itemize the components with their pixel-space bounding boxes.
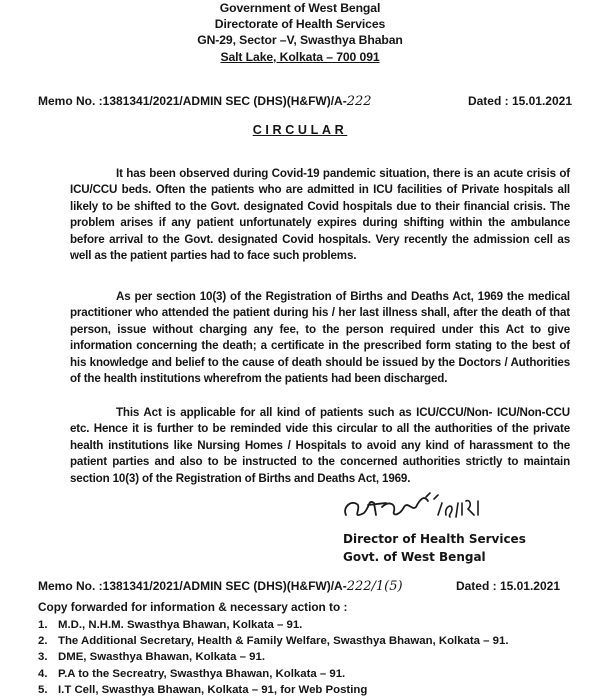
memo-handwritten-number-2: 222/1(5): [346, 579, 403, 594]
memo-date: Dated : 15.01.2021: [467, 94, 572, 108]
letterhead-address: GN-29, Sector –V, Swasthya Bhaban: [197, 33, 403, 48]
memo-line: [38, 94, 572, 109]
list-item: 3. DME, Swasthya Bhawan, Kolkata – 91.: [38, 651, 266, 664]
signature-scribble: [338, 489, 508, 525]
copy-forwarded-heading: Copy forwarded for information & necessary action to :: [38, 600, 348, 614]
memo-number-2: Memo No. :1381341/2021/ADMIN SEC (DHS)(H&FW)/A-222/1(5): [38, 579, 403, 594]
memo-number: Memo No. :1381341/2021/ADMIN SEC (DHS)(H&FW)/A-222: [38, 94, 372, 109]
letterhead-city: Salt Lake, Kolkata – 700 091: [220, 49, 380, 64]
signatory-org: Govt. of West Bengal: [343, 550, 486, 564]
memo-line-2: [38, 579, 560, 594]
letterhead-directorate: Directorate of Health Services: [214, 17, 386, 32]
list-item: 2. The Additional Secretary, Health & Family Welfare, Swasthya Bhawan, Kolkata – 91.: [38, 635, 509, 648]
signatory-block: [343, 530, 526, 566]
memo-handwritten-number: 222: [346, 94, 372, 109]
letterhead-government: Government of West Bengal: [219, 1, 381, 15]
letterhead: [0, 0, 600, 65]
signatory-title: Director of Health Services: [343, 532, 526, 546]
paragraph-2: As per section 10(3) of the Registration of Births and Deaths Act, 1969 the medical practitioner who attended the patient during his / her last illness shall, after the death of that person, issue without charging any fee, to the person required under this Act to give information concerning the death; a certificate in the prescribed form stating to the best of his knowledge and belief to the cause of death should be issued by the Doctors / Authorities of the health institutions wherefrom the patients had been discharged.: [70, 290, 570, 386]
handwritten-signature: [338, 489, 508, 525]
memo-date-2: Dated : 15.01.2021: [455, 579, 560, 593]
list-item: 1. M.D., N.H.M. Swasthya Bhawan, Kolkata – 91.: [38, 619, 303, 631]
document-title: CIRCULAR: [252, 123, 348, 137]
paragraph-1: It has been observed during Covid-19 pandemic situation, there is an acute crisis of ICU/CCU beds. Often the patients who are admitted in ICU facilities of Private hospitals all likely to be shifted to the Govt. designated Covid hospitals due to their financial crisis. The problem arises if any patient unfortunately expires during shifting within the ambulance before arrival to the Govt. designated Covid hospitals. Very recently the admission cell as well as the patient parties had to face such problems.: [70, 167, 570, 263]
list-item: 4. P.A to the Secreatry, Swasthya Bhawan, Kolkata – 91.: [38, 667, 346, 680]
copy-recipient-list: [38, 617, 509, 698]
list-item: 5. I.T Cell, Swasthya Bhawan, Kolkata – 91, for Web Posting: [38, 683, 368, 696]
paragraph-3: This Act is applicable for all kind of patients such as ICU/CCU/Non- ICU/Non-CCU etc. Hence it is further to be reminded vide this circular to all the authorities of the private health institutions like Nursing Homes / Hospitals to avoid any kind of harassment to the patient parties and also to be instructed to the concerned authorities strictly to maintain section 10(3) of the Registration of Births and Deaths Act, 1969.: [70, 406, 570, 485]
